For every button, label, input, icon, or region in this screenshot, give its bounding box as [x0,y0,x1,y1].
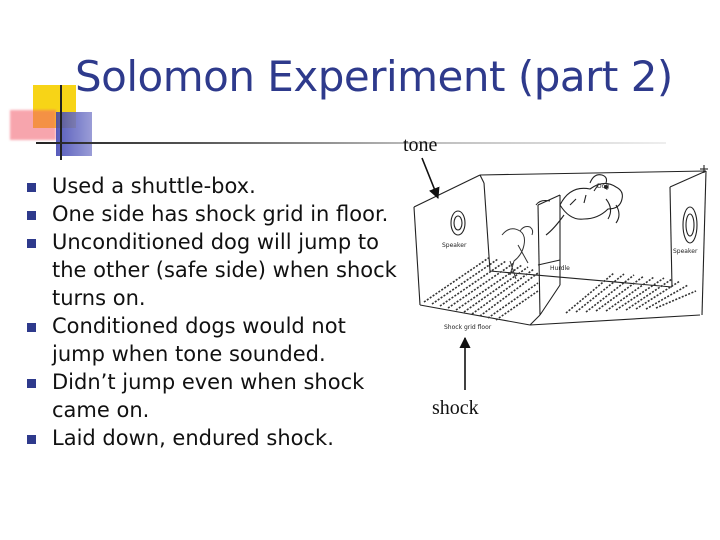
hurdle-label: Hurdle [550,265,570,272]
bullet-text: Unconditioned dog will jump to the other (safe side) when shock turns on. [52,230,397,310]
speaker-left-label: Speaker [442,242,467,249]
shock-label: shock [432,397,479,419]
bullet-text: Laid down, endured shock. [52,426,334,450]
bullet-text: Conditioned dogs would not jump when tone sounded. [52,314,346,366]
dog-label: Dog [597,183,610,190]
grid-floor-label: Shock grid floor [444,324,492,331]
bullet-text: Used a shuttle-box. [52,174,256,198]
tone-arrow-icon [422,158,438,198]
speaker-right-label: Speaker [673,248,698,255]
tone-label: tone [403,134,438,156]
bullet-text: One side has shock grid in floor. [52,202,389,226]
bullet-text: Didn’t jump even when shock came on. [52,370,365,422]
slide-title: Solomon Experiment (part 2) [75,52,673,101]
